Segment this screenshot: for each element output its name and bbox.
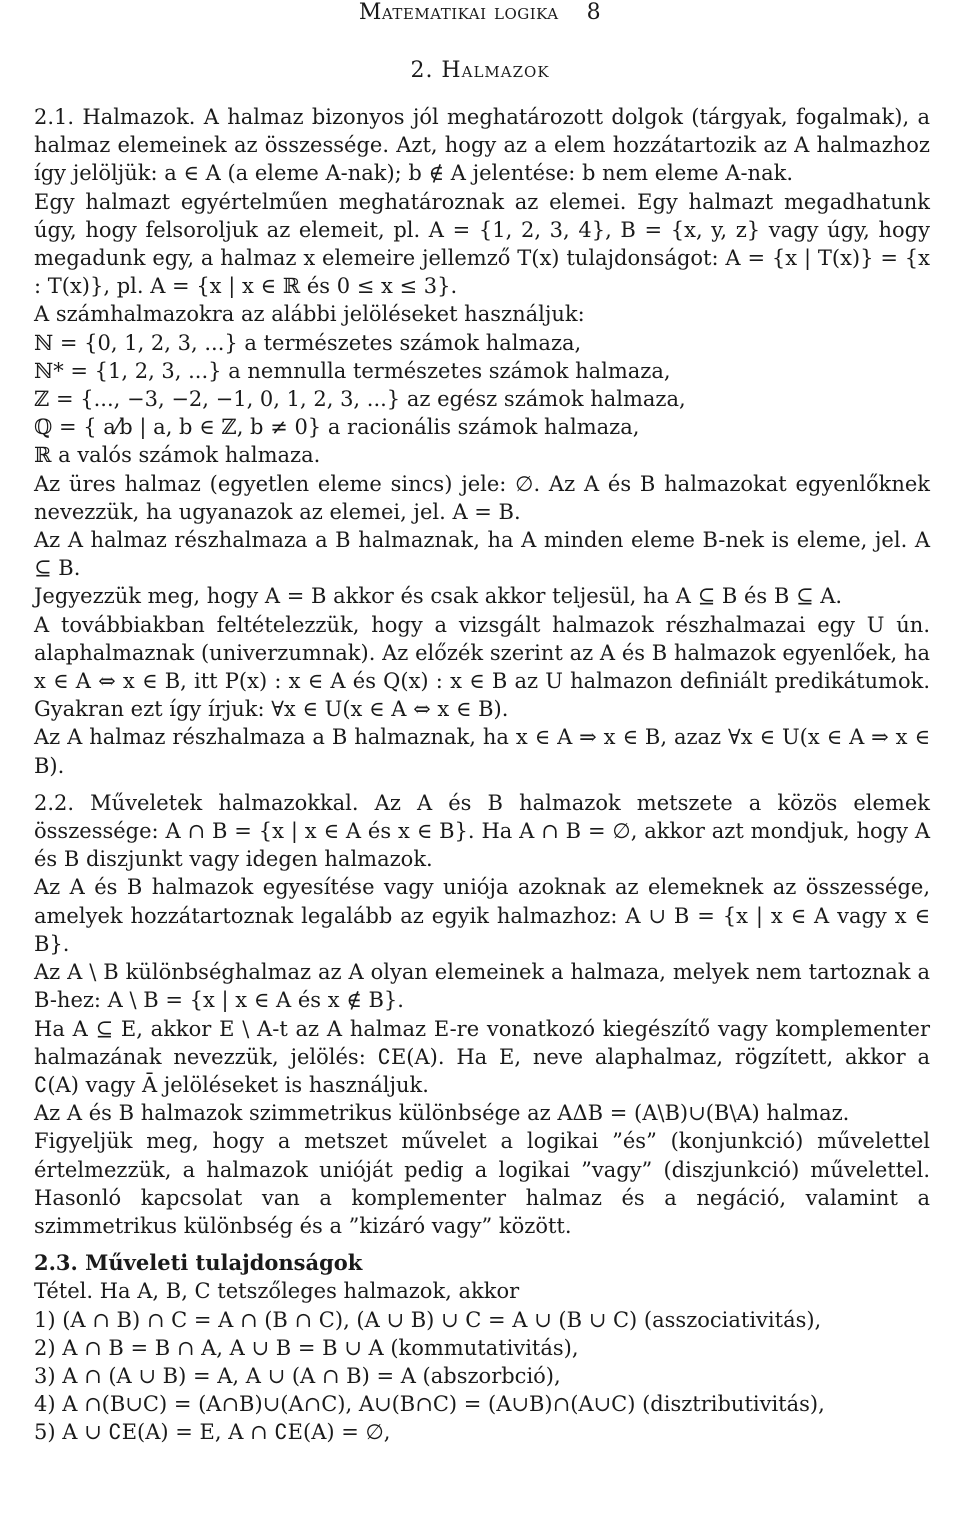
theorem-item-5: 5) A ∪ ∁E(A) = E, A ∩ ∁E(A) = ∅,: [34, 1420, 391, 1445]
list-item-naturals: ℕ = {0, 1, 2, 3, ...} a természetes számok halmaza,: [34, 330, 582, 355]
page-number: 8: [586, 0, 602, 25]
paragraph-megadas: Egy halmazt egyértelműen meghatároznak az elemei. Egy halmazt megadhatunk úgy, hogy felsoroljuk az elemeit, pl. A = {1, 2, 3, 4}, B = {x, y, z} vagy úgy, hogy megadunk egy, a halmaz x elemeire jellemző T(x) tulajdonságot: A = {x | T(x)} = {x : T(x)}, pl. A = {x | x ∈ ℝ és 0 ≤ x ≤ 3}.: [34, 189, 930, 299]
paragraph-szimmetrikus: Az A és B halmazok szimmetrikus különbsége az AΔB = (A\B)∪(B\A) halmaz.: [34, 1101, 850, 1126]
paragraph-unio: Az A és B halmazok egyesítése vagy uniója azoknak az elemeknek az összessége, amelyek hozzátartoznak legalább az egyik halmazhoz: A ∪ B = {x | x ∈ A vagy x ∈ B}.: [34, 875, 930, 956]
running-header: [0, 0, 960, 28]
list-item-rationals: ℚ = { a⁄b | a, b ∈ ℤ, b ≠ 0} a racionális számok halmaza,: [34, 415, 640, 440]
list-item-integers: ℤ = {..., −3, −2, −1, 0, 1, 2, 3, ...} az egész számok halmaza,: [34, 387, 686, 412]
paragraph-reszhalmaz-logika: Az A halmaz részhalmaza a B halmaznak, ha x ∈ A ⇒ x ∈ B, azaz ∀x ∈ U(x ∈ A ⇒ x ∈ B).: [34, 725, 930, 778]
theorem-statement: Tétel. Ha A, B, C tetszőleges halmazok, akkor: [34, 1279, 520, 1304]
paragraph-kulonbseg: Az A \ B különbséghalmaz az A olyan elemeinek a halmaza, melyek nem tartoznak a B-hez: A \ B = {x | x ∈ A és x ∉ B}.: [34, 960, 930, 1013]
paragraph-komplementer: Ha A ⊆ E, akkor E \ A-t az A halmaz E-re vonatkozó kiegészítő vagy komplementer halmazának nevezzük, jelölés: ∁E(A). Ha E, neve alaphalmaz, rögzített, akkor a ∁(A) vagy Ā jelöléseket is használjuk.: [34, 1016, 930, 1097]
document-body: [34, 103, 930, 1447]
paragraph-alaphalmaz: A továbbiakban feltételezzük, hogy a vizsgált halmazok részhalmazai egy U ún. alaphalmaznak (univerzumnak). Az előzék szerint az A és B halmazok egyenlőek, ha x ∈ A ⇔ x ∈ B, itt P(x) : x ∈ A és Q(x) : x ∈ B az U halmazon definiált predikátumok. Gyakran ezt így írjuk: ∀x ∈ U(x ∈ A ⇔ x ∈ B).: [34, 612, 930, 722]
paragraph-logikai-kapcsolat: Figyeljük meg, hogy a metszet művelet a logikai ”és” (konjunkció) művelettel értelmezzük, a halmazok unióját pedig a logikai ”vagy” (diszjunkció) művelettel. Hasonló kapcsolat van a komplementer halmaz és a negáció, valamint a szimmetrikus különbség és a ”kizáró vagy” között.: [34, 1129, 930, 1238]
subsection-title-tulajdonsagok: 2.3. Műveleti tulajdonságok: [34, 1250, 363, 1276]
header-title: Matematikai logika: [358, 0, 559, 25]
paragraph-szamhalmazok-intro: A számhalmazokra az alábbi jelöléseket használjuk:: [34, 302, 585, 327]
list-item-nonzero-naturals: ℕ* = {1, 2, 3, ...} a nemnulla természetes számok halmaza,: [34, 358, 671, 383]
paragraph-halmazok-def: 2.1. Halmazok. A halmaz bizonyos jól meghatározott dolgok (tárgyak, fogalmak), a halmaz elemeinek az összessége. Azt, hogy az a elem hozzátartozik az A halmazhoz így jelöljük: a ∈ A (a eleme A-nak); b ∉ A jelentése: b nem eleme A-nak.: [34, 105, 930, 186]
section-title: 2. Halmazok: [410, 58, 550, 83]
theorem-item-2: 2) A ∩ B = B ∩ A, A ∪ B = B ∪ A (kommutativitás),: [34, 1335, 579, 1360]
theorem-item-1: 1) (A ∩ B) ∩ C = A ∩ (B ∩ C), (A ∪ B) ∪ C = A ∪ (B ∪ C) (asszociativitás),: [34, 1307, 822, 1332]
paragraph-egyenloseg: Jegyezzük meg, hogy A = B akkor és csak akkor teljesül, ha A ⊆ B és B ⊆ A.: [34, 584, 843, 609]
paragraph-reszhalmaz: Az A halmaz részhalmaza a B halmaznak, ha A minden eleme B-nek is eleme, jel. A ⊆ B.: [34, 528, 930, 581]
paragraph-ures-halmaz: Az üres halmaz (egyetlen eleme sincs) jele: ∅. Az A és B halmazokat egyenlőknek nevezzük, ha ugyanazok az elemei, jel. A = B.: [34, 471, 930, 524]
list-item-reals: ℝ a valós számok halmaza.: [34, 443, 321, 468]
theorem-item-3: 3) A ∩ (A ∪ B) = A, A ∪ (A ∩ B) = A (abszorbció),: [34, 1363, 561, 1388]
theorem-item-4: 4) A ∩(B∪C) = (A∩B)∪(A∩C), A∪(B∩C) = (A∪B)∩(A∪C) (disztributivitás),: [34, 1392, 825, 1417]
paragraph-metszet: 2.2. Műveletek halmazokkal. Az A és B halmazok metszete a közös elemek összessége: A ∩ B = {x | x ∈ A és x ∈ B}. Ha A ∩ B = ∅, akkor azt mondjuk, hogy A és B diszjunkt vagy idegen halmazok.: [34, 790, 930, 872]
